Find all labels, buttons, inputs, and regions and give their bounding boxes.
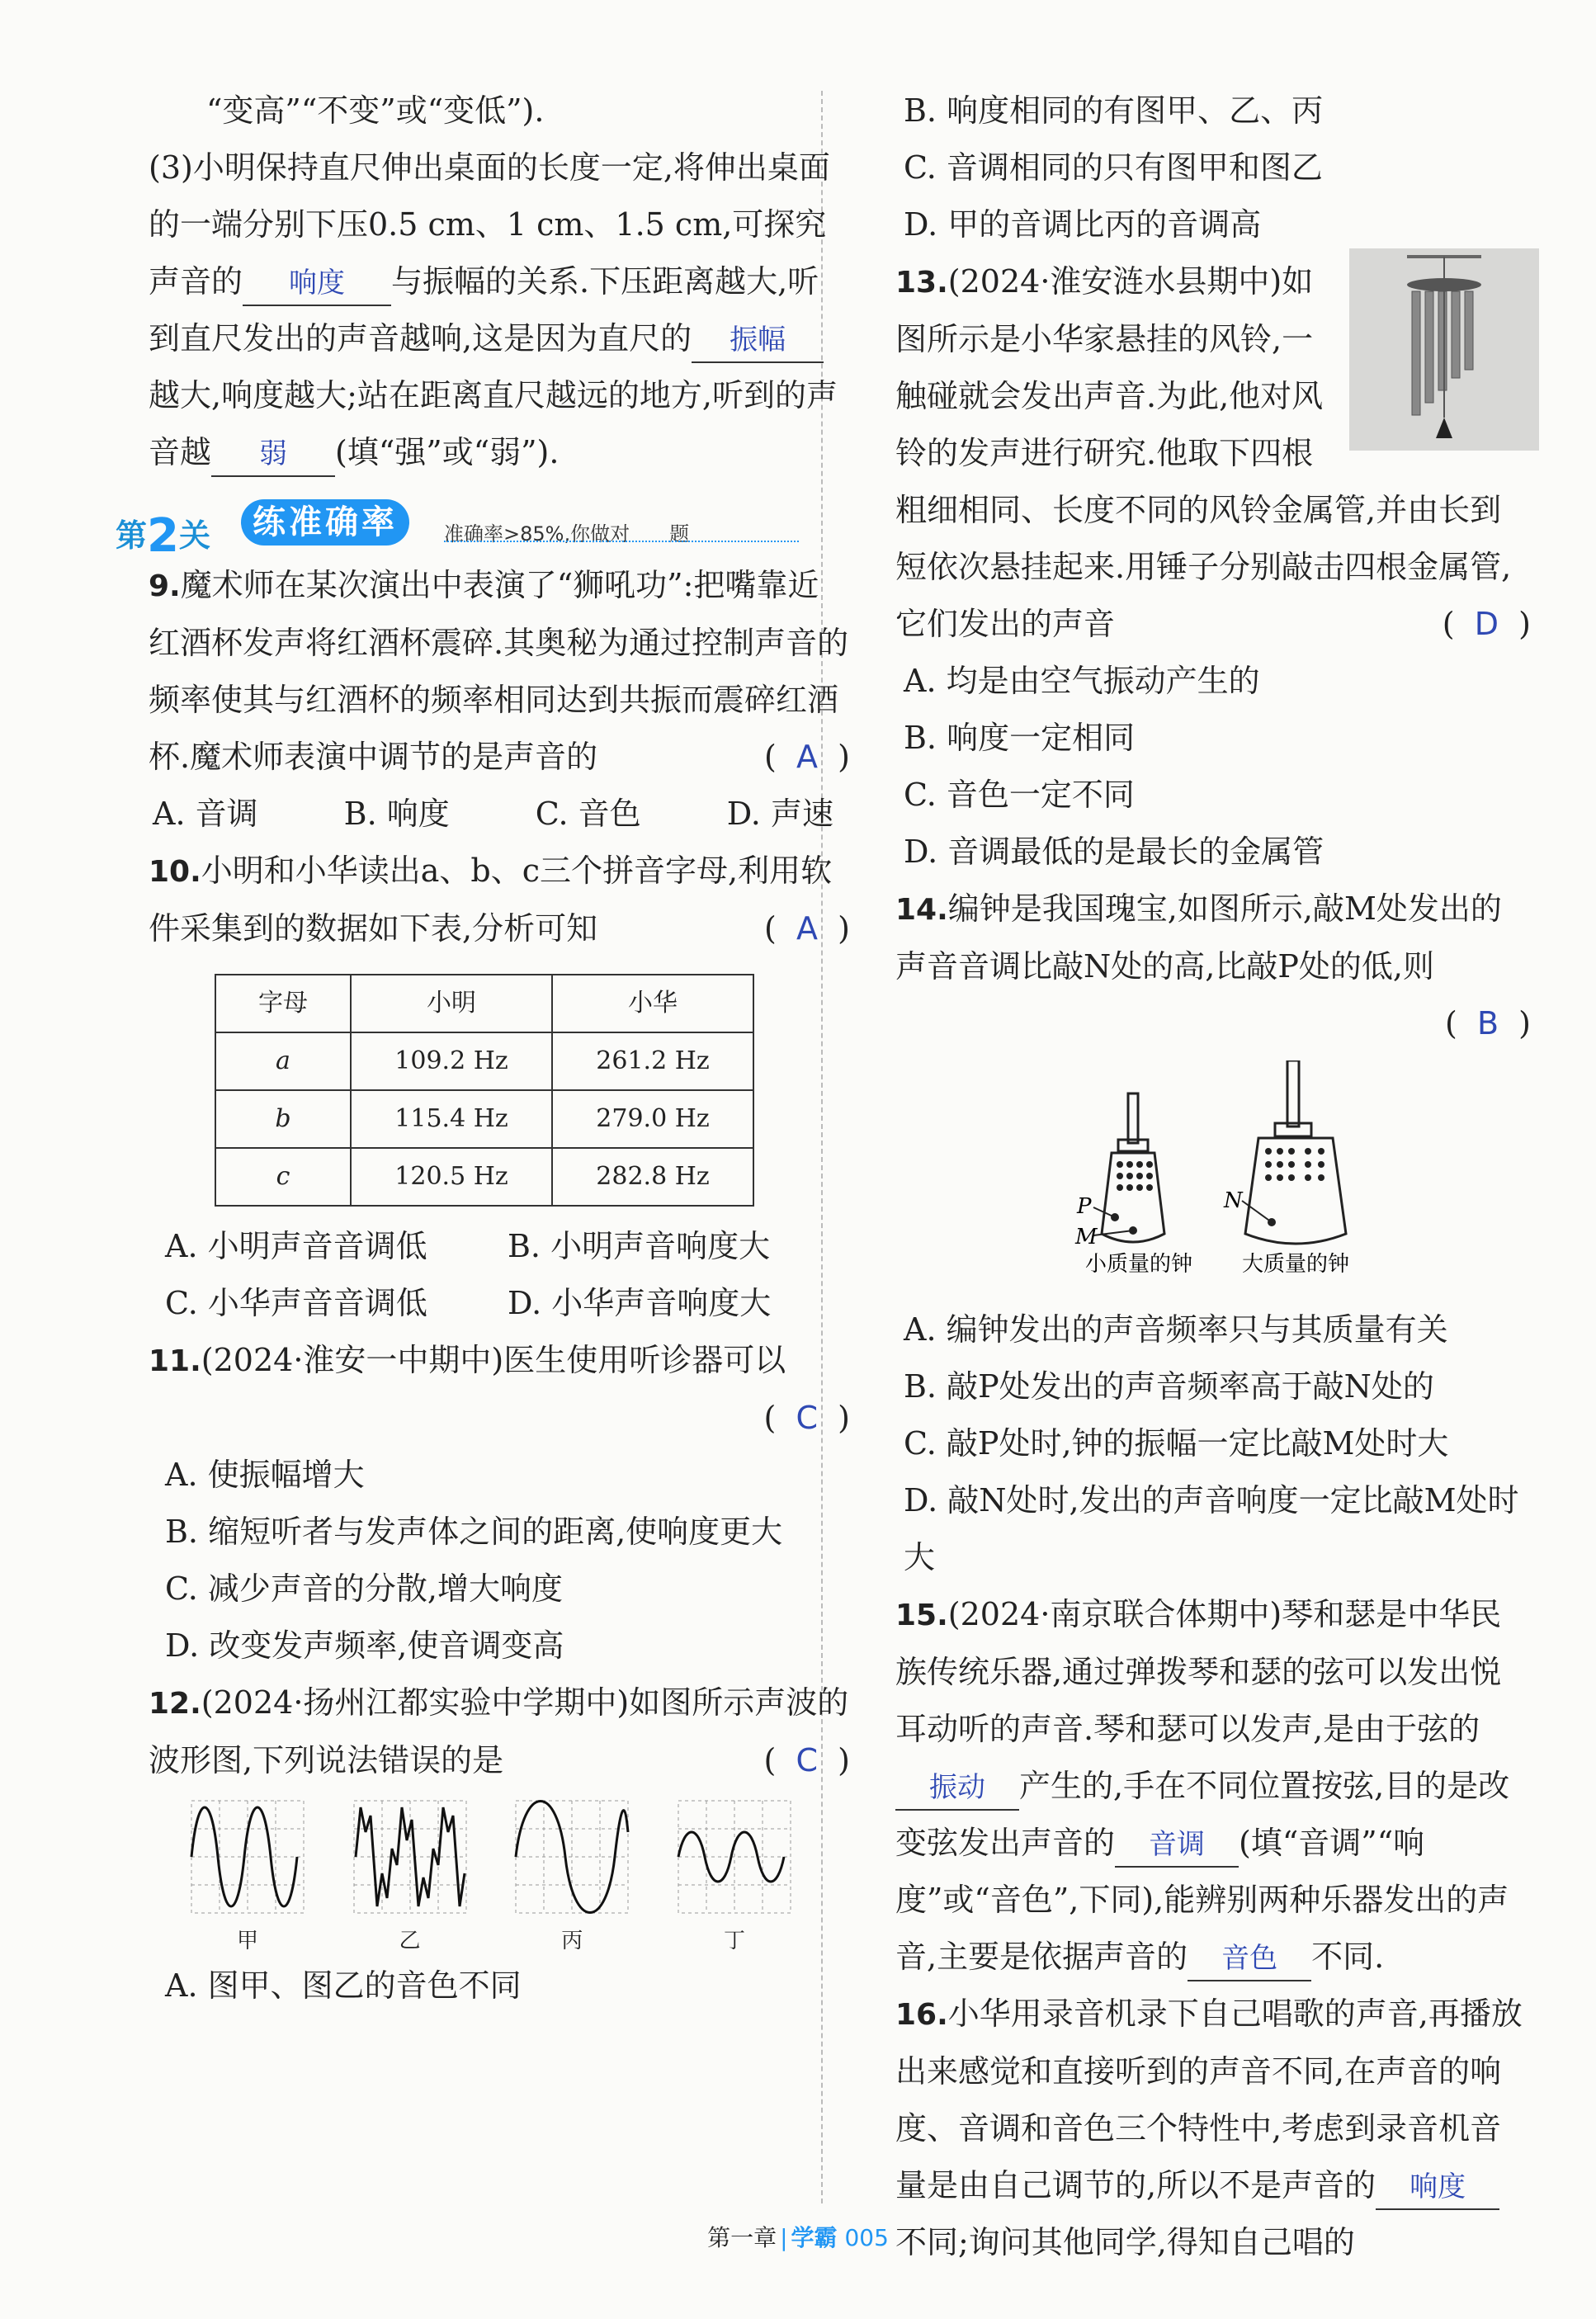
q15-text-a: (2024·南京联合体期中)琴和瑟是中华民族传统乐器,通过弹拨琴和瑟的弦可以发出悦耳动听的声音.琴和瑟可以发声,是由于弦的 — [895, 1596, 1502, 1747]
q11-option-d[interactable]: D. 改变发声频率,使音调变高 — [165, 1627, 564, 1664]
left-column — [116, 83, 850, 2014]
q9-option-b[interactable]: B. 响度 — [343, 796, 450, 832]
q10-data-table — [215, 974, 754, 1207]
table-cell: a — [215, 1032, 351, 1090]
section-line — [444, 541, 799, 542]
q13-option-a[interactable]: A. 均是由空气振动产生的 — [904, 663, 1260, 699]
label-large-bell: 大质量的钟 — [1242, 1252, 1350, 1277]
q8-text-b: 与振幅的关系.下压距离越大,听到直尺发出的声音越响,这是因为直尺的 — [149, 263, 819, 357]
label-P: P — [1077, 1194, 1092, 1219]
q10-option-c[interactable]: C. 小华声音音调低 — [165, 1285, 427, 1321]
q8-line0: “变高”“不变”或“变低”). — [206, 92, 545, 129]
table-header-row — [215, 975, 753, 1032]
q8-text-c: 越大,响度越大;站在距离直尺越远的地方,听到的声音越 — [149, 377, 838, 470]
footer-chapter: 第一章 — [707, 2224, 777, 2251]
q15-number: 15. — [895, 1599, 948, 1632]
waveform-label: 丙 — [561, 1929, 583, 1953]
waveform-bing-graphic — [514, 1799, 630, 1915]
q10-answer-bracket: ( A ) — [764, 910, 850, 947]
q9-option-c[interactable]: C. 音色 — [535, 796, 641, 832]
question-13 — [895, 253, 1531, 881]
q10-number: 10. — [149, 855, 201, 889]
table-header: 字母 — [215, 975, 351, 1032]
q15-blank1[interactable]: 振动 — [895, 1766, 1019, 1811]
q14-option-b[interactable]: B. 敲P处发出的声音频率高于敲N处的 — [904, 1368, 1434, 1405]
q10-option-a[interactable]: A. 小明声音音调低 — [165, 1228, 427, 1264]
section-title: 练准确率 — [241, 499, 409, 546]
q13-answer-bracket: ( D ) — [1442, 606, 1531, 642]
section-num: 2 — [147, 509, 179, 563]
label-small-bell: 小质量的钟 — [1085, 1252, 1193, 1277]
q10-option-d[interactable]: D. 小华声音响度大 — [508, 1285, 772, 1321]
question-10 — [149, 843, 850, 1332]
waveform-bing — [514, 1799, 630, 1958]
q14-answer-bracket: ( B ) — [1444, 1005, 1531, 1041]
q15-text-c: (填“音调”“响度”或“音色”,下同),能辨别两种乐器发出的声音,主要是依据声音的 — [895, 1825, 1509, 1975]
q13-option-b[interactable]: B. 响度一定相同 — [904, 720, 1136, 756]
q16-text-a: 小华用录音机录下自己唱歌的声音,再播放出来感觉和直接听到的声音不同,在声音的响度、音调和音色三个特性中,考虑到录音机音量是由自己调节的,所以不是声音的 — [895, 1995, 1523, 2203]
table-row — [215, 1032, 753, 1090]
q12-option-b[interactable]: B. 响度相同的有图甲、乙、丙 — [904, 92, 1324, 129]
q12-number: 12. — [149, 1687, 201, 1721]
table-cell: 282.8 Hz — [552, 1148, 753, 1206]
q9-text: 魔术师在某次演出中表演了“狮吼功”:把嘴靠近红酒杯发声将红酒杯震碎.其奥秘为通过控制声音的频率使其与红酒杯的频率相同达到共振而震碎红酒杯.魔术师表演中调节的是声音的 — [149, 567, 849, 775]
label-M: M — [1075, 1225, 1098, 1249]
table-header: 小华 — [552, 975, 753, 1032]
footer-brand: 学霸 — [791, 2224, 838, 2251]
q9-number: 9. — [149, 569, 181, 603]
table-cell: b — [215, 1090, 351, 1148]
q11-answer[interactable]: C — [796, 1400, 819, 1436]
q12-option-d[interactable]: D. 甲的音调比丙的音调高 — [904, 206, 1262, 243]
question-11 — [149, 1332, 850, 1674]
q12-option-c[interactable]: C. 音调相同的只有图甲和图乙 — [904, 149, 1323, 186]
table-cell: c — [215, 1148, 351, 1206]
q8-blank2[interactable]: 振幅 — [692, 319, 824, 363]
q9-option-d[interactable]: D. 声速 — [726, 796, 833, 832]
waveform-figures — [190, 1799, 792, 1958]
q11-answer-bracket: ( C ) — [763, 1400, 850, 1436]
q9-answer-bracket: ( A ) — [764, 739, 850, 775]
table-row — [215, 1148, 753, 1206]
waveform-label: 丁 — [723, 1929, 745, 1953]
q14-text: 编钟是我国瑰宝,如图所示,敲M处发出的声音音调比敲N处的高,比敲P处的低,则 — [895, 890, 1502, 985]
q16-blank1[interactable]: 响度 — [1376, 2166, 1499, 2210]
q13-answer[interactable]: D — [1474, 606, 1499, 642]
page-number: 005 — [844, 2224, 889, 2251]
q9-answer[interactable]: A — [796, 739, 819, 775]
label-N: N — [1224, 1188, 1243, 1213]
question-12 — [149, 1674, 850, 2014]
q14-option-c[interactable]: C. 敲P处时,钟的振幅一定比敲M处时大 — [904, 1425, 1449, 1462]
q8-text-d: (填“强”或“弱”). — [335, 434, 560, 470]
waveform-yi — [352, 1799, 468, 1958]
waveform-ding-graphic — [677, 1799, 792, 1915]
footer-separator: | — [780, 2224, 788, 2251]
section-prefix: 第 — [116, 517, 148, 554]
q9-options — [149, 786, 850, 843]
waveform-jia — [190, 1799, 305, 1958]
q8-text-a: (3)小明保持直尺伸出桌面的长度一定,将伸出桌面的一端分别下压0.5 cm、1 cm、1.5 cm,可探究声音的 — [149, 149, 830, 300]
q16-number: 16. — [895, 1998, 948, 2032]
section-suffix: 关 — [178, 517, 210, 554]
table-cell: 109.2 Hz — [351, 1032, 552, 1090]
q15-text-d: 不同. — [1311, 1939, 1385, 1975]
q12-answer-bracket: ( C ) — [763, 1742, 850, 1778]
wind-chime-photo — [1349, 248, 1539, 451]
q9-option-a[interactable]: A. 音调 — [153, 796, 258, 832]
q11-text: (2024·淮安一中期中)医生使用听诊器可以 — [201, 1342, 786, 1378]
table-row — [215, 1090, 753, 1148]
waveform-yi-graphic — [352, 1799, 468, 1915]
q14-option-d[interactable]: D. 敲N处时,发出的声音响度一定比敲M处时大 — [904, 1482, 1519, 1575]
q15-text-b: 产生的,手在不同位置按弦,目的是改变弦发出声音的 — [895, 1768, 1510, 1861]
waveform-ding — [677, 1799, 792, 1958]
right-column — [895, 83, 1531, 2271]
q10-option-b[interactable]: B. 小明声音响度大 — [508, 1228, 771, 1264]
q13-number: 13. — [895, 266, 948, 300]
q14-answer[interactable]: B — [1476, 1005, 1499, 1041]
q11-option-c[interactable]: C. 减少声音的分散,增大响度 — [165, 1570, 563, 1607]
q14-number: 14. — [895, 893, 948, 927]
section-header — [116, 488, 850, 563]
question-15 — [895, 1586, 1531, 1986]
q10-options — [149, 1218, 850, 1332]
waveform-label: 乙 — [399, 1929, 421, 1953]
section-note: 准确率>85%,你做对 题 — [444, 522, 690, 546]
question-9 — [149, 557, 850, 843]
bianzhong-figure — [895, 1060, 1531, 1283]
section-number — [116, 503, 210, 564]
q12-option-a[interactable]: A. 图甲、图乙的音色不同 — [165, 1967, 522, 2004]
q11-option-a[interactable]: A. 使振幅增大 — [165, 1457, 365, 1493]
q8-part3 — [149, 139, 850, 481]
q10-answer[interactable]: A — [796, 910, 819, 947]
question-8-tail — [149, 83, 850, 481]
q15-blank2[interactable]: 音调 — [1115, 1823, 1239, 1868]
q8-blank3[interactable]: 弱 — [211, 432, 335, 477]
q12-answer[interactable]: C — [796, 1742, 819, 1778]
q8-blank1[interactable]: 响度 — [243, 262, 391, 306]
q11-number: 11. — [149, 1344, 201, 1378]
q10-text: 小明和小华读出a、b、c三个拼音字母,利用软件采集到的数据如下表,分析可知 — [149, 853, 833, 947]
table-cell: 279.0 Hz — [552, 1090, 753, 1148]
waveform-label: 甲 — [236, 1929, 258, 1953]
question-12-rest — [895, 83, 1531, 253]
q15-blank3[interactable]: 音色 — [1188, 1937, 1311, 1981]
q12-text: (2024·扬州江都实验中学期中)如图所示声波的波形图,下列说法错误的是 — [149, 1684, 849, 1778]
table-cell: 261.2 Hz — [552, 1032, 753, 1090]
table-header: 小明 — [351, 975, 552, 1032]
page-footer — [0, 2220, 1596, 2253]
table-cell: 120.5 Hz — [351, 1148, 552, 1206]
question-14 — [895, 881, 1531, 1586]
waveform-jia-graphic — [190, 1799, 305, 1915]
q13-option-c[interactable]: C. 音色一定不同 — [904, 777, 1135, 813]
table-cell: 115.4 Hz — [351, 1090, 552, 1148]
q13-option-d[interactable]: D. 音调最低的是最长的金属管 — [904, 834, 1324, 870]
q11-option-b[interactable]: B. 缩短听者与发声体之间的距离,使响度更大 — [165, 1514, 783, 1550]
q14-option-a[interactable]: A. 编钟发出的声音频率只与其质量有关 — [904, 1311, 1448, 1348]
q13-text: (2024·淮安涟水县期中)如图所示是小华家悬挂的风铃,一触碰就会发出声音.为此,他对风铃的发声进行研究.他取下四根粗细相同、长度不同的风铃金属管,并由长到短依次悬挂起来.用锤子分别敲击四根金属管,它们发出的声音 — [895, 263, 1512, 642]
q16-text-b: 不同;询问其他同学,得知自己唱的 — [895, 2224, 1355, 2260]
